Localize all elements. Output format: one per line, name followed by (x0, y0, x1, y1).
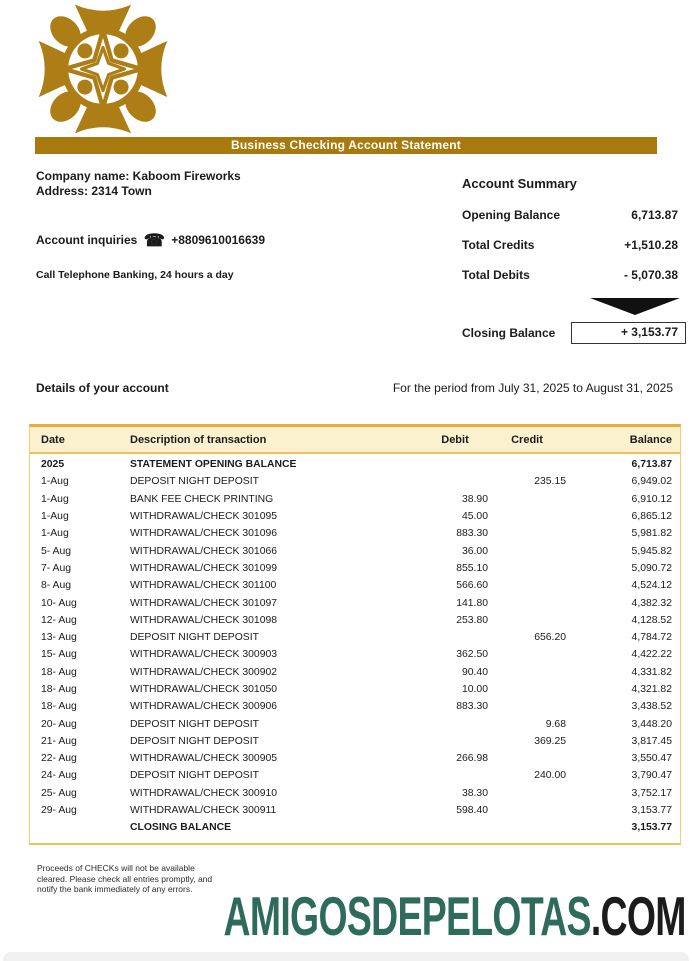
cell-balance: 6,949.02 (631, 476, 672, 488)
cell-balance: 6,713.87 (631, 459, 672, 471)
transaction-row (30, 698, 680, 715)
cell-description: WITHDRAWAL/CHECK 301100 (130, 580, 277, 592)
cell-debit: 38.30 (461, 787, 488, 799)
cell-date: 21- Aug (41, 735, 77, 747)
cell-date: 18- Aug (41, 666, 77, 678)
cell-balance: 4,524.12 (631, 580, 672, 592)
transaction-row (30, 491, 680, 508)
cell-balance: 4,331.82 (631, 666, 672, 678)
phone-number: +8809610016639 (171, 233, 265, 247)
cell-balance: 6,865.12 (631, 511, 672, 523)
cell-balance: 5,981.82 (631, 528, 672, 540)
cell-date: 25- Aug (41, 787, 77, 799)
cell-date: 8- Aug (41, 580, 72, 592)
transaction-row (30, 681, 680, 698)
cell-description: WITHDRAWAL/CHECK 301099 (130, 562, 278, 574)
transaction-row (30, 785, 680, 802)
cell-description: WITHDRAWAL/CHECK 301097 (130, 597, 278, 609)
cell-balance: 5,945.82 (631, 545, 672, 557)
bank-sun-compass-logo-icon (36, 2, 170, 136)
cell-date: 2025 (41, 459, 65, 471)
transaction-row (30, 664, 680, 681)
cell-description: STATEMENT OPENING BALANCE (130, 459, 297, 471)
cell-description: DEPOSIT NIGHT DEPOSIT (130, 718, 259, 730)
notice-line: notify the bank immediately of any errors. (37, 884, 193, 894)
cell-description: WITHDRAWAL/CHECK 301096 (130, 528, 278, 540)
cell-balance: 3,752.17 (631, 787, 672, 799)
total-debits-value: - 5,070.38 (623, 268, 678, 282)
company-address: Address: 2314 Town (36, 184, 152, 198)
cell-credit: 369.25 (534, 735, 566, 747)
account-summary-title: Account Summary (462, 176, 577, 191)
header-credit: Credit (511, 433, 543, 446)
cell-balance: 4,321.82 (631, 684, 672, 695)
notice-line: Proceeds of CHECKs will not be available (37, 863, 195, 873)
transaction-row (30, 456, 680, 473)
cell-description: DEPOSIT NIGHT DEPOSIT (130, 632, 259, 644)
cell-debit: 45.00 (461, 511, 488, 523)
cell-debit: 362.50 (456, 649, 488, 661)
cell-date: 1-Aug (41, 511, 69, 523)
cell-description: CLOSING BALANCE (130, 822, 232, 834)
cell-balance: 3,817.45 (631, 735, 672, 747)
cell-debit: 855.10 (456, 562, 488, 574)
cell-debit: 38.90 (461, 493, 488, 505)
transaction-row (30, 802, 680, 819)
cell-debit: 566.60 (456, 580, 488, 592)
transaction-row (30, 767, 680, 784)
brand-name-text: AMIGOSDEPELOTAS (223, 885, 592, 947)
cell-date: 20- Aug (41, 718, 77, 730)
header-debit: Debit (441, 433, 469, 446)
opening-balance-label: Opening Balance (462, 208, 561, 222)
cell-balance: 5,090.72 (631, 562, 672, 574)
transactions-table (29, 424, 681, 845)
opening-balance-value: 6,713.87 (631, 208, 678, 222)
footer-notice (37, 863, 212, 895)
cell-date: 24- Aug (41, 770, 77, 782)
cell-description: WITHDRAWAL/CHECK 300905 (130, 753, 278, 765)
transaction-row (30, 646, 680, 663)
transaction-row (30, 508, 680, 525)
cell-date: 22- Aug (41, 753, 77, 765)
cell-debit: 266.98 (456, 753, 488, 765)
details-period-line (36, 381, 673, 395)
cell-description: WITHDRAWAL/CHECK 300910 (130, 787, 278, 799)
closing-balance-label: Closing Balance (462, 326, 556, 340)
header-date: Date (41, 433, 65, 446)
statement-title-bar: Business Checking Account Statement (35, 137, 657, 154)
cell-description: WITHDRAWAL/CHECK 300902 (130, 666, 278, 678)
cell-date: 18- Aug (41, 701, 77, 713)
cell-debit: 253.80 (456, 614, 488, 626)
cell-balance: 3,448.20 (631, 718, 672, 730)
account-summary (462, 176, 686, 344)
cell-description: WITHDRAWAL/CHECK 301098 (130, 614, 278, 626)
cell-description: DEPOSIT NIGHT DEPOSIT (130, 476, 259, 488)
cell-date: 12- Aug (41, 614, 77, 626)
cell-balance: 3,550.47 (631, 753, 672, 765)
account-inquiries-label: Account inquiries (36, 233, 138, 247)
company-name: Company name: Kaboom Fireworks (36, 169, 241, 183)
cell-date: 5- Aug (41, 545, 72, 557)
header-description: Description of transaction (130, 433, 267, 446)
total-debits-label: Total Debits (462, 268, 530, 282)
brand-tld-text: .COM (591, 885, 686, 947)
cell-description: WITHDRAWAL/CHECK 300911 (130, 805, 277, 817)
cell-date: 1-Aug (41, 493, 69, 505)
transaction-rows (30, 454, 680, 843)
cell-description: WITHDRAWAL/CHECK 301066 (130, 545, 278, 557)
transaction-row (30, 750, 680, 767)
cell-balance: 4,422.22 (631, 649, 672, 661)
cell-description: DEPOSIT NIGHT DEPOSIT (130, 770, 259, 782)
transaction-row (30, 819, 680, 836)
total-credits-label: Total Credits (462, 238, 535, 252)
cell-credit: 9.68 (545, 718, 566, 730)
account-inquiries-line (36, 231, 265, 251)
cell-date: 29- Aug (41, 805, 77, 817)
cell-credit: 240.00 (534, 770, 566, 782)
summary-row-total-credits (462, 238, 686, 252)
transaction-row (30, 542, 680, 559)
cell-balance: 4,382.32 (631, 597, 672, 609)
cell-date: 13- Aug (41, 632, 77, 644)
transactions-table-header (30, 427, 680, 454)
summary-row-opening-balance (462, 208, 686, 222)
cell-balance: 3,153.77 (631, 805, 672, 817)
cell-debit: 36.00 (461, 545, 488, 557)
cell-date: 10- Aug (41, 597, 77, 609)
amigosdepelotas-wordmark (224, 884, 686, 948)
header-balance: Balance (629, 433, 672, 446)
cell-date: 7- Aug (41, 562, 72, 574)
transaction-row (30, 594, 680, 611)
transaction-row (30, 715, 680, 732)
down-arrow-icon (590, 298, 680, 315)
cell-balance: 3,438.52 (631, 701, 672, 713)
cell-balance: 3,790.47 (631, 770, 672, 782)
summary-row-total-debits (462, 268, 686, 282)
telephone-banking-line: Call Telephone Banking, 24 hours a day (36, 269, 234, 281)
cell-debit: 141.80 (456, 597, 488, 609)
cell-balance: 4,128.52 (631, 614, 672, 626)
transaction-row (30, 612, 680, 629)
cell-debit: 883.30 (456, 701, 488, 713)
cell-description: WITHDRAWAL/CHECK 301050 (130, 684, 278, 695)
transaction-row (30, 577, 680, 594)
cell-debit: 90.40 (461, 666, 488, 678)
company-info (36, 169, 241, 199)
transaction-row (30, 733, 680, 750)
transaction-row (30, 629, 680, 646)
statement-period: For the period from July 31, 2025 to August 31, 2025 (392, 381, 673, 395)
notice-line: cleared. Please check all entries promptly, and (37, 873, 213, 884)
cell-credit: 656.20 (534, 632, 566, 644)
closing-balance-value-box: + 3,153.77 (571, 322, 686, 344)
cell-description: WITHDRAWAL/CHECK 300906 (130, 701, 278, 713)
cell-date: 1-Aug (41, 528, 69, 540)
transaction-row (30, 525, 680, 542)
cell-balance: 4,784.72 (631, 632, 672, 644)
cell-date: 15- Aug (41, 649, 77, 661)
cell-date: 1-Aug (41, 476, 69, 488)
cell-debit: 598.40 (456, 805, 488, 817)
cell-description: WITHDRAWAL/CHECK 300903 (130, 649, 278, 661)
cell-date: 18- Aug (41, 684, 77, 695)
transaction-row (30, 560, 680, 577)
cell-debit: 10.00 (461, 684, 488, 695)
cell-debit: 883.30 (456, 528, 488, 540)
cell-balance: 6,910.12 (631, 493, 672, 505)
transaction-row (30, 473, 680, 490)
cell-description: WITHDRAWAL/CHECK 301095 (130, 511, 278, 523)
cell-description: DEPOSIT NIGHT DEPOSIT (130, 735, 259, 747)
cell-balance: 3,153.77 (631, 822, 672, 834)
page-bottom-strip (3, 952, 689, 961)
summary-row-closing-balance (462, 322, 686, 344)
cell-description: BANK FEE CHECK PRINTING (130, 493, 274, 505)
cell-credit: 235.15 (534, 476, 566, 488)
phone-icon: ☎ (143, 231, 165, 250)
total-credits-value: +1,510.28 (624, 238, 678, 252)
details-title: Details of your account (36, 381, 169, 395)
